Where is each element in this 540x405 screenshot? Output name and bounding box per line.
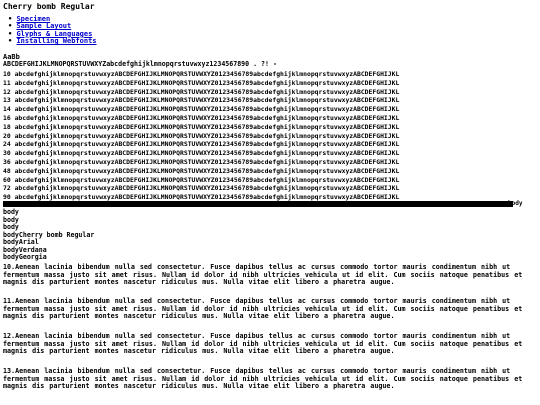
size-sample-text: abcdefghijklmnopqrstuvwxyzABCDEFGHIJKLMNOPQRSTUVWXYZ0123456789abcdefghijklmnopqrstuvwxyzABCDEFGHIJKL (14, 113, 400, 122)
nav-item-installing-webfonts (8, 38, 97, 45)
aa-sample: AaBb (3, 53, 20, 61)
body-sample-line: bodyArial (3, 238, 39, 246)
size-label: 12 (3, 87, 11, 96)
body-sample-line: bodyGeorgia (3, 253, 47, 261)
nav-link-sample-layout[interactable]: Sample Layout (16, 22, 72, 31)
size-label: 10 (3, 70, 11, 78)
nav-link-installing-webfonts[interactable]: Installing Webfonts (16, 37, 97, 46)
size-sample-text: abcdefghijklmnopqrstuvwxyzABCDEFGHIJKLMNOPQRSTUVWXYZ0123456789abcdefghijklmnopqrstuvwxyzABCDEFGHIJKL (14, 166, 400, 175)
size-row (3, 70, 540, 79)
size-row (3, 149, 540, 158)
body-sample-line: body (3, 215, 19, 224)
size-sample-text: abcdefghijklmnopqrstuvwxyzABCDEFGHIJKLMNOPQRSTUVWXYZ0123456789abcdefghijklmnopqrstuvwxyzABCDEFGHIJKL (14, 122, 400, 131)
body-sample-line: bodyCherry bomb Regular (3, 230, 95, 239)
size-label: 13 (3, 96, 11, 105)
size-sample-text: abcdefghijklmnopqrstuvwxyzABCDEFGHIJKLMNOPQRSTUVWXYZ0123456789abcdefghijklmnopqrstuvwxyzABCDEFGHIJKL (14, 131, 400, 140)
size-sample-text: abcdefghijklmnopqrstuvwxyzABCDEFGHIJKLMNOPQRSTUVWXYZ0123456789abcdefghijklmnopqrstuvwxyzABCDEFGHIJKL (14, 87, 400, 96)
size-label: 20 (3, 131, 11, 140)
size-row (3, 114, 540, 123)
size-waterfall (3, 70, 540, 202)
huge-size-label: body (508, 200, 523, 207)
size-row (3, 79, 540, 88)
size-sample-text: abcdefghijklmnopqrstuvwxyzABCDEFGHIJKLMNOPQRSTUVWXYZ0123456789abcdefghijklmnopqrstuvwxyzABCDEFGHIJKL (14, 193, 400, 202)
size-row (3, 96, 540, 105)
alphabet-sample: ABCDEFGHIJKLMNOPQRSTUVWXYZabcdefghijklmnopqrstuvwxyz1234567890 . ?! - (3, 60, 277, 68)
size-label: 48 (3, 166, 11, 175)
body-sample-line: bodyVerdana (3, 245, 47, 254)
size-label: 60 (3, 175, 11, 184)
size-label: 16 (3, 113, 11, 122)
size-row (3, 184, 540, 193)
size-row (3, 140, 540, 149)
size-sample-text: abcdefghijklmnopqrstuvwxyzABCDEFGHIJKLMNOPQRSTUVWXYZ0123456789abcdefghijklmnopqrstuvwxyzABCDEFGHIJKL (14, 184, 400, 193)
size-sample-text: abcdefghijklmnopqrstuvwxyzABCDEFGHIJKLMNOPQRSTUVWXYZ0123456789abcdefghijklmnopqrstuvwxyzABCDEFGHIJKL (14, 70, 400, 78)
body-font-comparison (3, 209, 94, 262)
size-label: 24 (3, 140, 11, 149)
size-label: 30 (3, 149, 11, 158)
size-label: 18 (3, 122, 11, 131)
size-sample-text: abcdefghijklmnopqrstuvwxyzABCDEFGHIJKLMNOPQRSTUVWXYZ0123456789abcdefghijklmnopqrstuvwxyzABCDEFGHIJKL (14, 78, 400, 87)
size-row (3, 158, 540, 167)
body-sample-line: body (3, 208, 19, 216)
size-row (3, 167, 540, 176)
size-sample-text: abcdefghijklmnopqrstuvwxyzABCDEFGHIJKLMNOPQRSTUVWXYZ0123456789abcdefghijklmnopqrstuvwxyzABCDEFGHIJKL (14, 140, 400, 149)
size-row (3, 123, 540, 132)
size-sample-text: abcdefghijklmnopqrstuvwxyzABCDEFGHIJKLMNOPQRSTUVWXYZ0123456789abcdefghijklmnopqrstuvwxyzABCDEFGHIJKL (14, 149, 400, 158)
sample-paragraph: 13.Aenean lacinia bibendum nulla sed consectetur. Fusce dapibus tellus ac cursus commodo tortor mauris condimentum nibh ut fermentum massa justo sit amet risus. Nullam id dolor id nibh ultricies vehicula ut id elit. Cum sociis natoque penatibus et magnis dis parturient montes nascetur ridiculus mus. Nulla vitae elit libero a pharetra augue. (3, 367, 523, 391)
size-label: 14 (3, 105, 11, 114)
page-title: Cherry bomb Regular (3, 2, 95, 11)
body-sample-line: body (3, 223, 19, 231)
size-label: 72 (3, 184, 11, 193)
sample-paragraph: 12.Aenean lacinia bibendum nulla sed consectetur. Fusce dapibus tellus ac cursus commodo tortor mauris condimentum nibh ut fermentum massa justo sit amet risus. Nullam id dolor id nibh ultricies vehicula ut id elit. Cum sociis natoque penatibus et magnis dis parturient montes nascetur ridiculus mus. Nulla vitae elit libero a pharetra augue. (3, 332, 523, 356)
size-row (3, 88, 540, 97)
huge-size-sample-bar (3, 201, 513, 207)
size-sample-text: abcdefghijklmnopqrstuvwxyzABCDEFGHIJKLMNOPQRSTUVWXYZ0123456789abcdefghijklmnopqrstuvwxyzABCDEFGHIJKL (14, 96, 400, 105)
size-sample-text: abcdefghijklmnopqrstuvwxyzABCDEFGHIJKLMNOPQRSTUVWXYZ0123456789abcdefghijklmnopqrstuvwxyzABCDEFGHIJKL (14, 105, 400, 114)
specimen-nav (8, 16, 97, 46)
size-row (3, 132, 540, 141)
size-sample-text: abcdefghijklmnopqrstuvwxyzABCDEFGHIJKLMNOPQRSTUVWXYZ0123456789abcdefghijklmnopqrstuvwxyzABCDEFGHIJKL (14, 175, 400, 184)
size-label: 90 (3, 193, 11, 202)
sample-paragraph: 11.Aenean lacinia bibendum nulla sed consectetur. Fusce dapibus tellus ac cursus commodo tortor mauris condimentum nibh ut fermentum massa justo sit amet risus. Nullam id dolor id nibh ultricies vehicula ut id elit. Cum sociis natoque penatibus et magnis dis parturient montes nascetur ridiculus mus. Nulla vitae elit libero a pharetra augue. (3, 297, 523, 321)
sample-paragraph: 10.Aenean lacinia bibendum nulla sed consectetur. Fusce dapibus tellus ac cursus commodo tortor mauris condimentum nibh ut fermentum massa justo sit amet risus. Nullam id dolor id nibh ultricies vehicula ut id elit. Cum sociis natoque penatibus et magnis dis parturient montes nascetur ridiculus mus. Nulla vitae elit libero a pharetra augue. (3, 263, 523, 287)
size-label: 11 (3, 78, 11, 87)
nav-link-specimen[interactable]: Specimen (16, 15, 51, 23)
size-row (3, 105, 540, 114)
size-sample-text: abcdefghijklmnopqrstuvwxyzABCDEFGHIJKLMNOPQRSTUVWXYZ0123456789abcdefghijklmnopqrstuvwxyzABCDEFGHIJKL (14, 157, 400, 166)
size-label: 36 (3, 157, 11, 166)
size-row (3, 176, 540, 185)
nav-link-glyphs-languages[interactable]: Glyphs & Languages (16, 29, 93, 38)
